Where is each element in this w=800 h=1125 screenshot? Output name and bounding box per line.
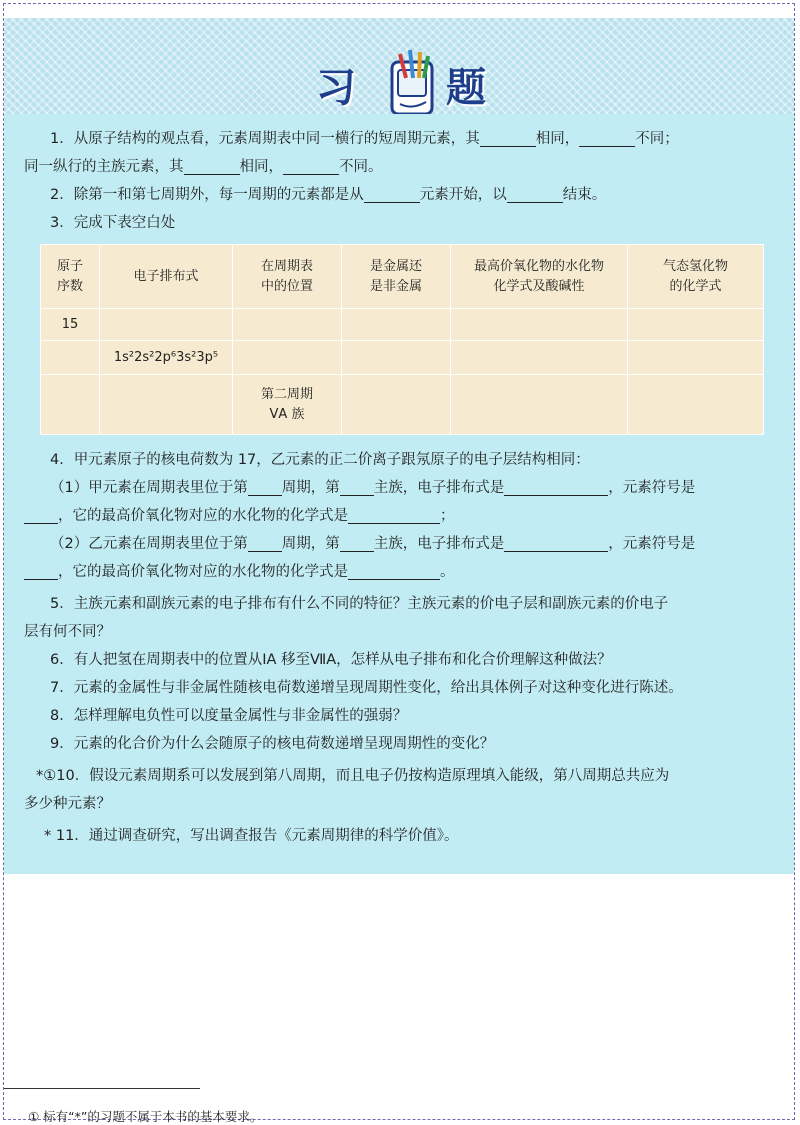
table-row xyxy=(41,309,764,341)
question-9: 9．元素的化合价为什么会随原子的核电荷数递增呈现周期性的变化？ xyxy=(50,736,495,752)
footnote: ① 标有“*”的习题不属于本书的基本要求。 xyxy=(28,1109,263,1124)
cell-empty[interactable] xyxy=(41,375,100,435)
question-2: 2．除第一和第七周期外，每一周期的元素都是从 元素开始，以 结束。 xyxy=(50,187,607,203)
element-table xyxy=(40,244,764,435)
answer-blank xyxy=(480,130,536,147)
header-atomic-number: 原子 序数 xyxy=(41,245,100,309)
answer-blank xyxy=(24,507,58,524)
question-4: 4．甲元素原子的核电荷数为 17，乙元素的正二价离子跟氖原子的电子层结构相同： xyxy=(50,452,590,468)
cell-empty[interactable] xyxy=(100,309,233,341)
answer-blank xyxy=(340,535,374,552)
cell-empty[interactable] xyxy=(100,375,233,435)
answer-blank xyxy=(283,158,339,175)
table-row xyxy=(41,341,764,375)
question-7: 7．元素的金属性与非金属性随核电荷数递增呈现周期性变化，给出具体例子对这种变化进行陈述。 xyxy=(50,680,683,696)
cell-empty[interactable] xyxy=(451,309,628,341)
header-electron-config: 电子排布式 xyxy=(100,245,233,309)
notebook-pencils-icon xyxy=(386,48,442,120)
cell-empty[interactable] xyxy=(451,341,628,375)
answer-blank xyxy=(364,186,420,203)
cell-empty[interactable] xyxy=(233,341,342,375)
question-5-line-1: 5．主族元素和副族元素的电子排布有什么不同的特征？主族元素的价电子层和副族元素的价电子 xyxy=(50,596,669,612)
answer-blank xyxy=(184,158,240,175)
answer-blank xyxy=(507,186,563,203)
header-metal-type: 是金属还 是非金属 xyxy=(342,245,451,309)
answer-blank xyxy=(579,130,635,147)
exercise-banner xyxy=(4,18,794,114)
cell-empty[interactable] xyxy=(342,375,451,435)
question-4-1-line-2: ，它的最高价氧化物对应的水化物的化学式是 ； xyxy=(24,506,784,526)
question-1-line-1: 1．从原子结构的观点看，元素周期表中同一横行的短周期元素，其 相同， 不同； xyxy=(50,131,679,147)
question-6: 6．有人把氢在周期表中的位置从ⅠA 移至ⅦA，怎样从电子排布和化合价理解这种做法？ xyxy=(50,652,612,668)
cell-position[interactable]: 第二周期 ⅤA 族 xyxy=(233,375,342,435)
question-10-line-2: 多少种元素？ xyxy=(24,796,111,812)
answer-blank xyxy=(248,479,282,496)
question-5-line-2: 层有何不同？ xyxy=(24,624,111,640)
cell-empty[interactable] xyxy=(233,309,342,341)
cell-electron-config[interactable]: 1s²2s²2p⁶3s²3p⁵ xyxy=(100,341,233,375)
cell-empty[interactable] xyxy=(628,309,764,341)
exercise-content xyxy=(4,114,794,874)
question-4-2-line-2: ，它的最高价氧化物对应的水化物的化学式是 。 xyxy=(24,562,784,582)
table-header-row xyxy=(41,245,764,309)
cell-empty[interactable] xyxy=(342,309,451,341)
cell-empty[interactable] xyxy=(451,375,628,435)
banner-title-left: 习 xyxy=(316,65,358,111)
header-hydride: 气态氢化物 的化学式 xyxy=(628,245,764,309)
question-11: * 11．通过调查研究，写出调查报告《元素周期律的科学价值》。 xyxy=(44,828,459,844)
cell-empty[interactable] xyxy=(628,375,764,435)
cell-empty[interactable] xyxy=(628,341,764,375)
answer-blank xyxy=(504,479,608,496)
banner-title-right: 题 xyxy=(446,65,488,111)
question-8: 8．怎样理解电负性可以度量金属性与非金属性的强弱？ xyxy=(50,708,408,724)
answer-blank xyxy=(348,563,440,580)
footnote-divider xyxy=(4,1088,200,1089)
question-3: 3．完成下表空白处 xyxy=(50,215,176,231)
cell-empty[interactable] xyxy=(41,341,100,375)
question-4-1-line-1: （1）甲元素在周期表里位于第 周期，第 主族，电子排布式是 ，元素符号是 xyxy=(50,480,696,496)
question-1-line-2: 同一纵行的主族元素，其 相同， 不同。 xyxy=(24,159,383,175)
cell-atomic-number[interactable]: 15 xyxy=(41,309,100,341)
header-position: 在周期表 中的位置 xyxy=(233,245,342,309)
answer-blank xyxy=(24,563,58,580)
answer-blank xyxy=(340,479,374,496)
answer-blank xyxy=(504,535,608,552)
answer-blank xyxy=(348,507,440,524)
question-4-2-line-1: （2）乙元素在周期表里位于第 周期，第 主族，电子排布式是 ，元素符号是 xyxy=(50,536,696,552)
answer-blank xyxy=(248,535,282,552)
header-hydroxide: 最高价氧化物的水化物 化学式及酸碱性 xyxy=(451,245,628,309)
table-row xyxy=(41,375,764,435)
question-10-line-1: *①10．假设元素周期系可以发展到第八周期，而且电子仍按构造原理填入能级，第八周期总共应为 xyxy=(36,768,670,784)
cell-empty[interactable] xyxy=(342,341,451,375)
